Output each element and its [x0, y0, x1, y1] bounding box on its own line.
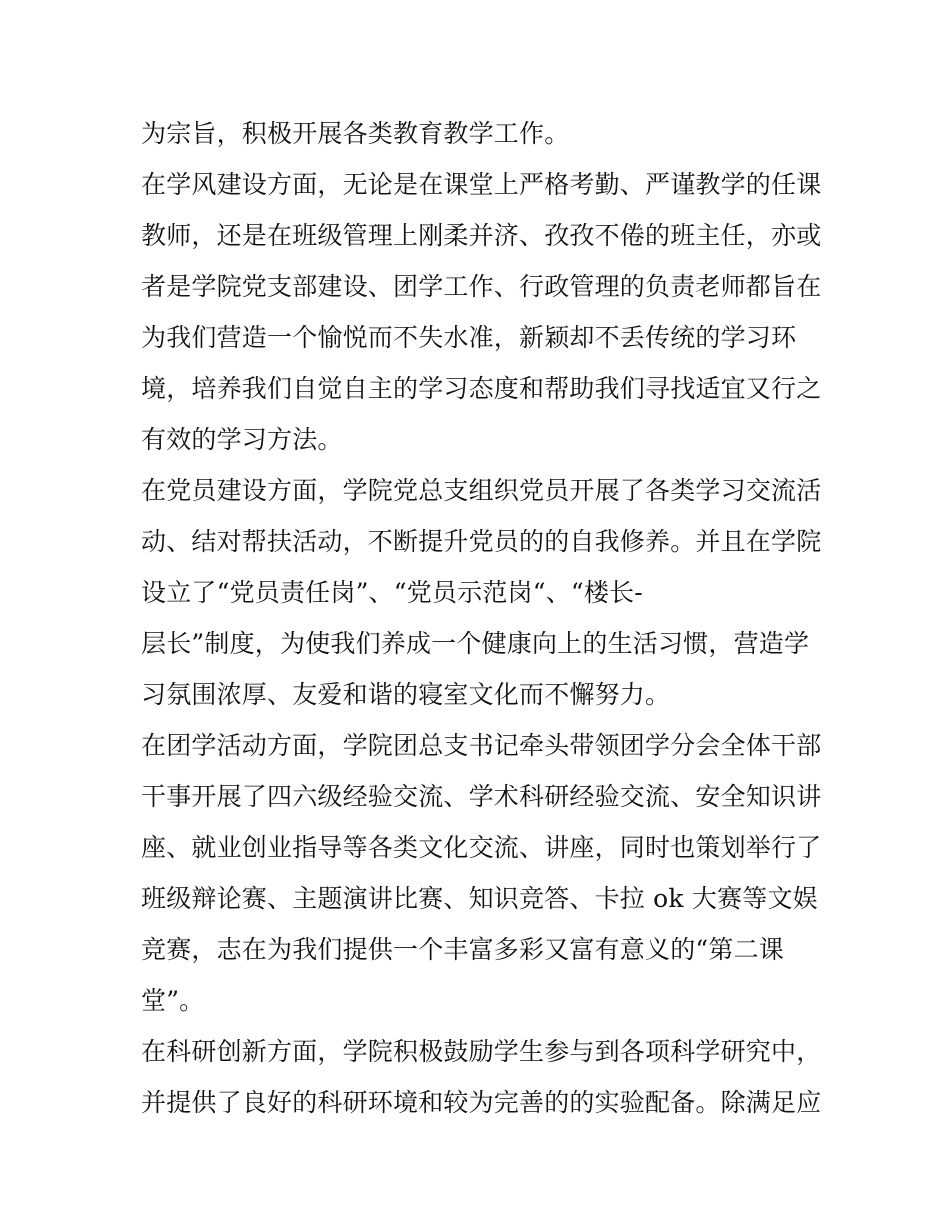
text-line: 为我们营造一个愉悦而不失水准，新颖却不丢传统的学习环 [141, 323, 797, 352]
text-line: 境，培养我们自觉自主的学习态度和帮助我们寻找适宜又行之 [141, 374, 822, 403]
text-line: 座、就业创业指导等各类文化交流、讲座，同时也策划举行了 [141, 833, 822, 862]
text-line: 堂”。 [141, 986, 205, 1015]
text-line: 为宗旨，积极开展各类教育教学工作。 [141, 119, 570, 148]
body-text [141, 108, 821, 1128]
text-line: 干事开展了四六级经验交流、学术科研经验交流、安全知识讲 [141, 782, 822, 811]
text-line: 班级辩论赛、主题演讲比赛、知识竞答、卡拉 ok 大赛等文娱 [141, 884, 818, 913]
text-line: 动、结对帮扶活动，不断提升党员的的自我修养。并且在学院 [141, 527, 822, 556]
text-line: 教师，还是在班级管理上刚柔并济、孜孜不倦的班主任，亦或 [141, 221, 822, 250]
text-line: 在党员建设方面，学院党总支组织党员开展了各类学习交流活 [141, 476, 822, 505]
text-line: 者是学院党支部建设、团学工作、行政管理的负责老师都旨在 [141, 272, 822, 301]
text-line: 并提供了良好的科研环境和较为完善的的实验配备。除满足应 [141, 1088, 822, 1117]
text-line: 竞赛，志在为我们提供一个丰富多彩又富有意义的“第二课 [141, 935, 784, 964]
text-line: 有效的学习方法。 [141, 425, 343, 454]
text-line: 设立了“党员责任岗”、“党员示范岗“、“楼长- [141, 578, 643, 607]
text-line: 在科研创新方面，学院积极鼓励学生参与到各项科学研究中， [141, 1037, 822, 1066]
text-line: 在团学活动方面，学院团总支书记牵头带领团学分会全体干部 [141, 731, 822, 760]
text-line: 在学风建设方面，无论是在课堂上严格考勤、严谨教学的任课 [141, 170, 822, 199]
text-line: 层长”制度，为使我们养成一个健康向上的生活习惯，营造学 [141, 629, 810, 658]
text-line: 习氛围浓厚、友爱和谐的寝室文化而不懈努力。 [141, 680, 671, 709]
